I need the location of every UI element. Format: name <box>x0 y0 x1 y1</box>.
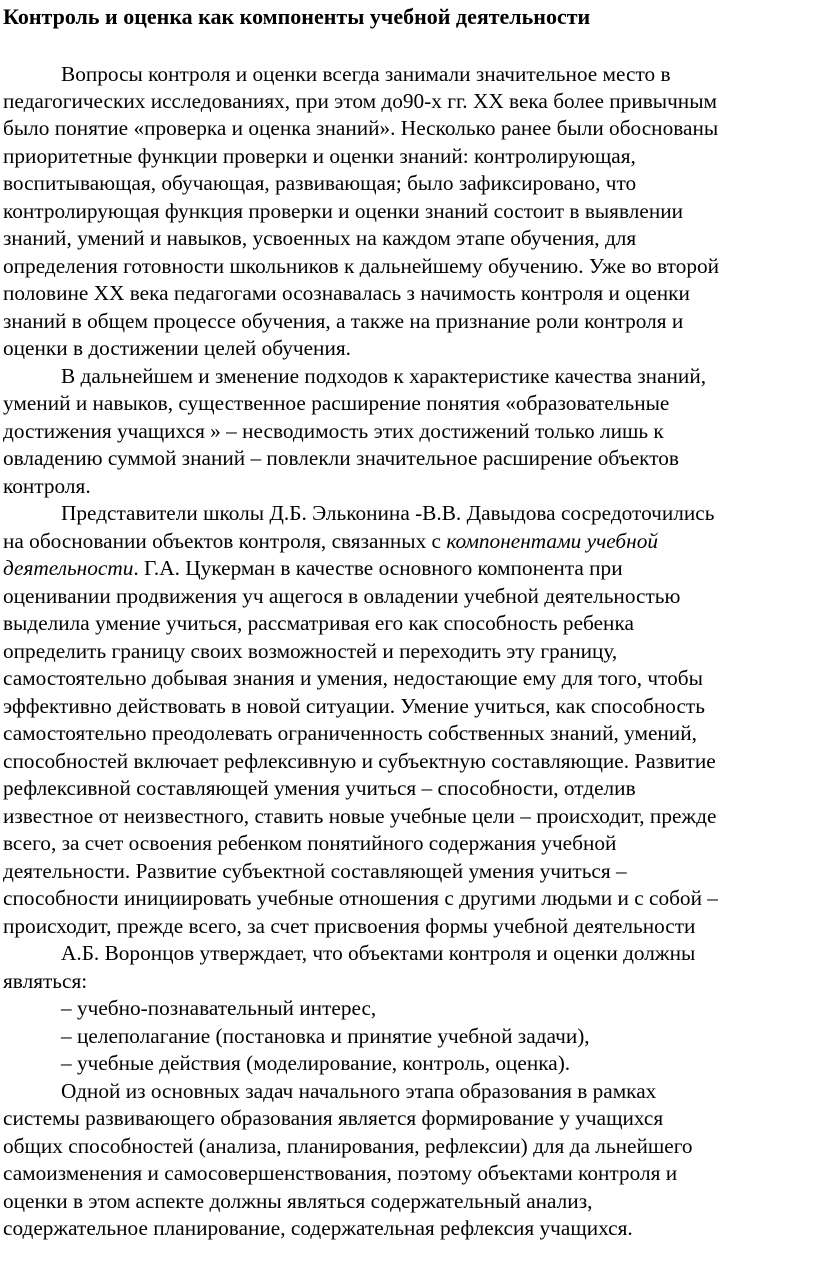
text-line: умений и навыков, существенное расширение понятия «образовательные <box>3 391 670 415</box>
text-line: знаний, умений и навыков, усвоенных на каждом этапе обучения, для <box>3 226 637 250</box>
text-line: определить границу своих возможностей и переходить эту границу, <box>3 639 618 663</box>
text-line: Вопросы контроля и оценки всегда занимали значительное место в <box>61 62 671 86</box>
text-line: контролирующая функция проверки и оценки знаний состоит в выявлении <box>3 199 684 223</box>
text-line: оценивании продвижения уч ащегося в овладении учебной деятельностью <box>3 584 681 608</box>
list-item: – учебно-познавательный интерес, <box>61 996 377 1020</box>
text-line: В дальнейшем и зменение подходов к характеристике качества знаний, <box>61 364 707 388</box>
document-title: Контроль и оценка как компоненты учебной деятельности <box>3 4 591 29</box>
text-line: педагогических исследованиях, при этом до90-х гг. XX века более привычным <box>3 89 717 113</box>
text-line: деятельности. Развитие субъектной составляющей умения учиться – <box>3 859 627 883</box>
text-line: овладению суммой знаний – повлекли значительное расширение объектов <box>3 446 679 470</box>
text-line: самоизменения и самосовершенствования, поэтому объектами контроля и <box>3 1161 678 1185</box>
document-page <box>3 0 816 1266</box>
text-line <box>3 527 658 555</box>
text-line: содержательное планирование, содержательная рефлексия учащихся. <box>3 1216 633 1240</box>
text-line: происходит, прежде всего, за счет присвоения формы учебной деятельности <box>3 914 696 938</box>
text-line: способностей включает рефлексивную и субъектную составляющие. Развитие <box>3 749 716 773</box>
text-line: системы развивающего образования является формирование у учащихся <box>3 1106 664 1130</box>
text-line: рефлексивной составляющей умения учиться – способности, отделив <box>3 776 636 800</box>
text-line: воспитывающая, обучающая, развивающая; было зафиксировано, что <box>3 171 637 195</box>
text-line: выделила умение учиться, рассматривая его как способность ребенка <box>3 611 634 635</box>
text-line: А.Б. Воронцов утверждает, что объектами контроля и оценки должны <box>61 941 696 965</box>
text-line: определения готовности школьников к дальнейшему обучению. Уже во второй <box>3 254 720 278</box>
text-line: Одной из основных задач начального этапа образования в рамках <box>61 1079 657 1103</box>
text-line: было понятие «проверка и оценка знаний». Несколько ранее были обоснованы <box>3 116 719 140</box>
text-line: половине XX века педагогами осознавалась з начимость контроля и оценки <box>3 281 690 305</box>
list-item: – учебные действия (моделирование, контроль, оценка). <box>61 1051 571 1075</box>
text-line: оценки в этом аспекте должны являться содержательный анализ, <box>3 1189 593 1213</box>
text-segment: на обосновании объектов контроля, связанных с <box>3 529 441 553</box>
text-line: Представители школы Д.Б. Эльконина -В.В. Давыдова сосредоточились <box>61 501 715 525</box>
text-line <box>3 554 623 582</box>
italic-phrase: компонентами учебной <box>446 529 658 553</box>
text-line: являться: <box>3 969 88 993</box>
text-line: общих способностей (анализа, планирования, рефлексии) для да льнейшего <box>3 1134 693 1158</box>
list-item: – целеполагание (постановка и принятие учебной задачи), <box>61 1024 590 1048</box>
italic-phrase: деятельности <box>3 556 134 580</box>
text-line: приоритетные функции проверки и оценки знаний: контролирующая, <box>3 144 636 168</box>
text-line: всего, за счет освоения ребенком понятийного содержания учебной <box>3 831 617 855</box>
text-line: знаний в общем процессе обучения, а также на признание роли контроля и <box>3 309 684 333</box>
text-line: известное от неизвестного, ставить новые учебные цели – происходит, прежде <box>3 804 717 828</box>
text-line: достижения учащихся » – несводимость этих достижений только лишь к <box>3 419 664 443</box>
text-line: оценки в достижении целей обучения. <box>3 336 351 360</box>
text-line: способности инициировать учебные отношения с другими людьми и с собой – <box>3 886 718 910</box>
text-segment: . Г.А. Цукерман в качестве основного компонента при <box>133 556 623 580</box>
text-line: самостоятельно преодолевать ограниченность собственных знаний, умений, <box>3 721 697 745</box>
text-line: эффективно действовать в новой ситуации. Умение учиться, как способность <box>3 694 705 718</box>
text-line: самостоятельно добывая знания и умения, недостающие ему для того, чтобы <box>3 666 703 690</box>
text-line: контроля. <box>3 474 91 498</box>
